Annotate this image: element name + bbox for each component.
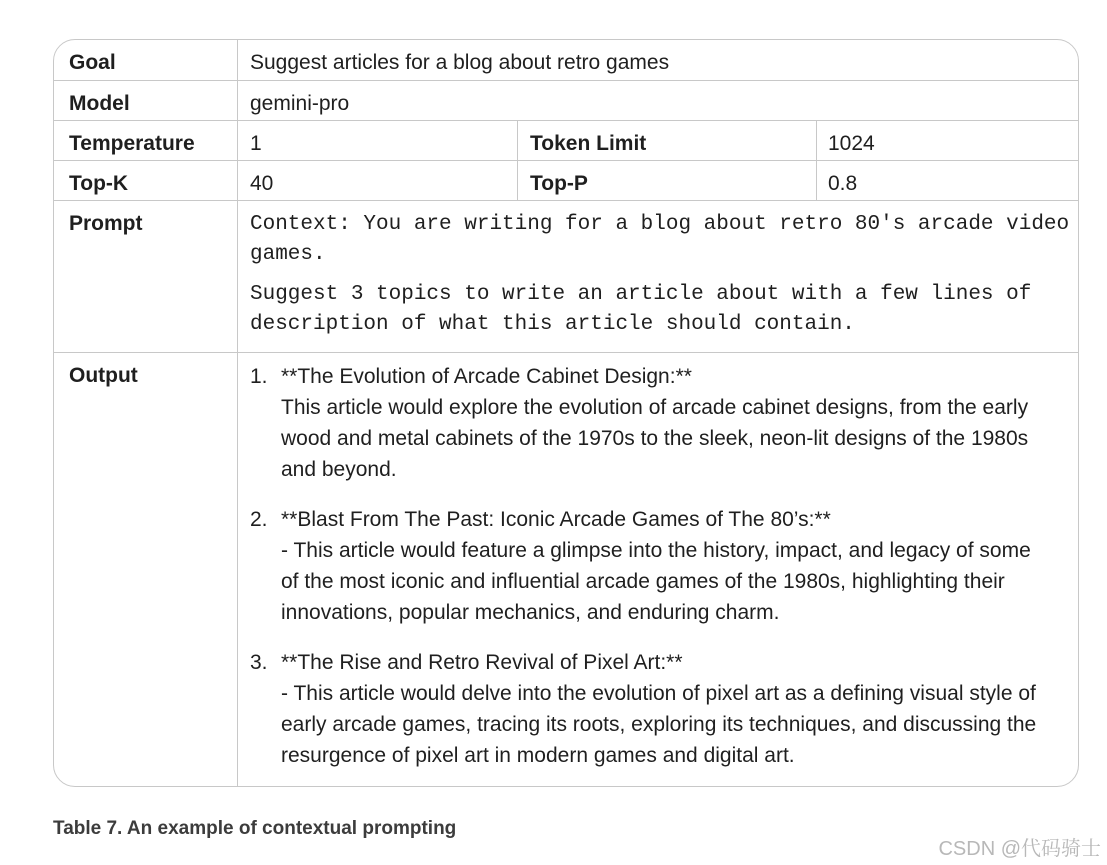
goal-label: Goal [69,51,116,74]
column-divider [237,201,238,352]
topp-label: Top-P [530,172,588,195]
list-item [250,504,1050,628]
prompt-row [54,201,1078,353]
column-divider [237,121,238,160]
list-item-number: 2. [250,508,268,531]
table-caption: Table 7. An example of contextual prompting [53,818,457,839]
output-list [250,361,1050,787]
column-divider [237,40,238,80]
topk-value: 40 [250,172,274,195]
list-item-description: - This article would delve into the evolution of pixel art as a defining visual style of early arcade games, tracing its roots, exploring its techniques, and discussing the resurgence of pixel art in modern games and digital art. [281,682,1037,767]
model-value: gemini-pro [250,92,350,115]
list-item-description: This article would explore the evolution of arcade cabinet designs, from the early wood and metal cabinets of the 1970s to the sleek, neon-lit designs of the 1980s and beyond. [281,396,1029,481]
column-divider [517,161,518,200]
output-label: Output [69,364,138,387]
topp-value: 0.8 [828,172,858,195]
temperature-row [54,121,1078,161]
token-limit-label: Token Limit [530,132,647,155]
list-item-title: **The Rise and Retro Revival of Pixel Art:** [281,651,683,674]
prompt-label: Prompt [69,212,143,235]
topk-row [54,161,1078,201]
goal-row [54,40,1078,81]
prompt-context-paragraph: Context: You are writing for a blog about retro 80's arcade video games. [250,213,1070,266]
output-row [54,353,1078,786]
prompt-text [250,201,1070,352]
temperature-label: Temperature [69,132,195,155]
goal-value: Suggest articles for a blog about retro games [250,51,670,74]
prompt-example-table [53,39,1079,787]
list-item [250,361,1050,485]
column-divider [237,353,238,786]
prompt-instruction-paragraph: Suggest 3 topics to write an article about with a few lines of description of what this article should contain. [250,283,1032,336]
model-label: Model [69,92,130,115]
token-limit-value: 1024 [828,132,875,155]
list-item-title: **The Evolution of Arcade Cabinet Design:** [281,365,692,388]
column-divider [816,161,817,200]
list-item-number: 3. [250,651,268,674]
model-row [54,81,1078,121]
column-divider [816,121,817,160]
column-divider [517,121,518,160]
column-divider [237,161,238,200]
column-divider [237,81,238,120]
watermark: CSDN @代码骑士 [938,838,1101,860]
list-item-description: - This article would feature a glimpse into the history, impact, and legacy of some of the most iconic and influential arcade games of the 1980s, highlighting their innovations, popular mechanics, and enduring charm. [281,539,1031,624]
topk-label: Top-K [69,172,129,195]
list-item-number: 1. [250,365,268,388]
list-item [250,647,1050,771]
temperature-value: 1 [250,132,262,155]
list-item-title: **Blast From The Past: Iconic Arcade Games of The 80’s:** [281,508,831,531]
